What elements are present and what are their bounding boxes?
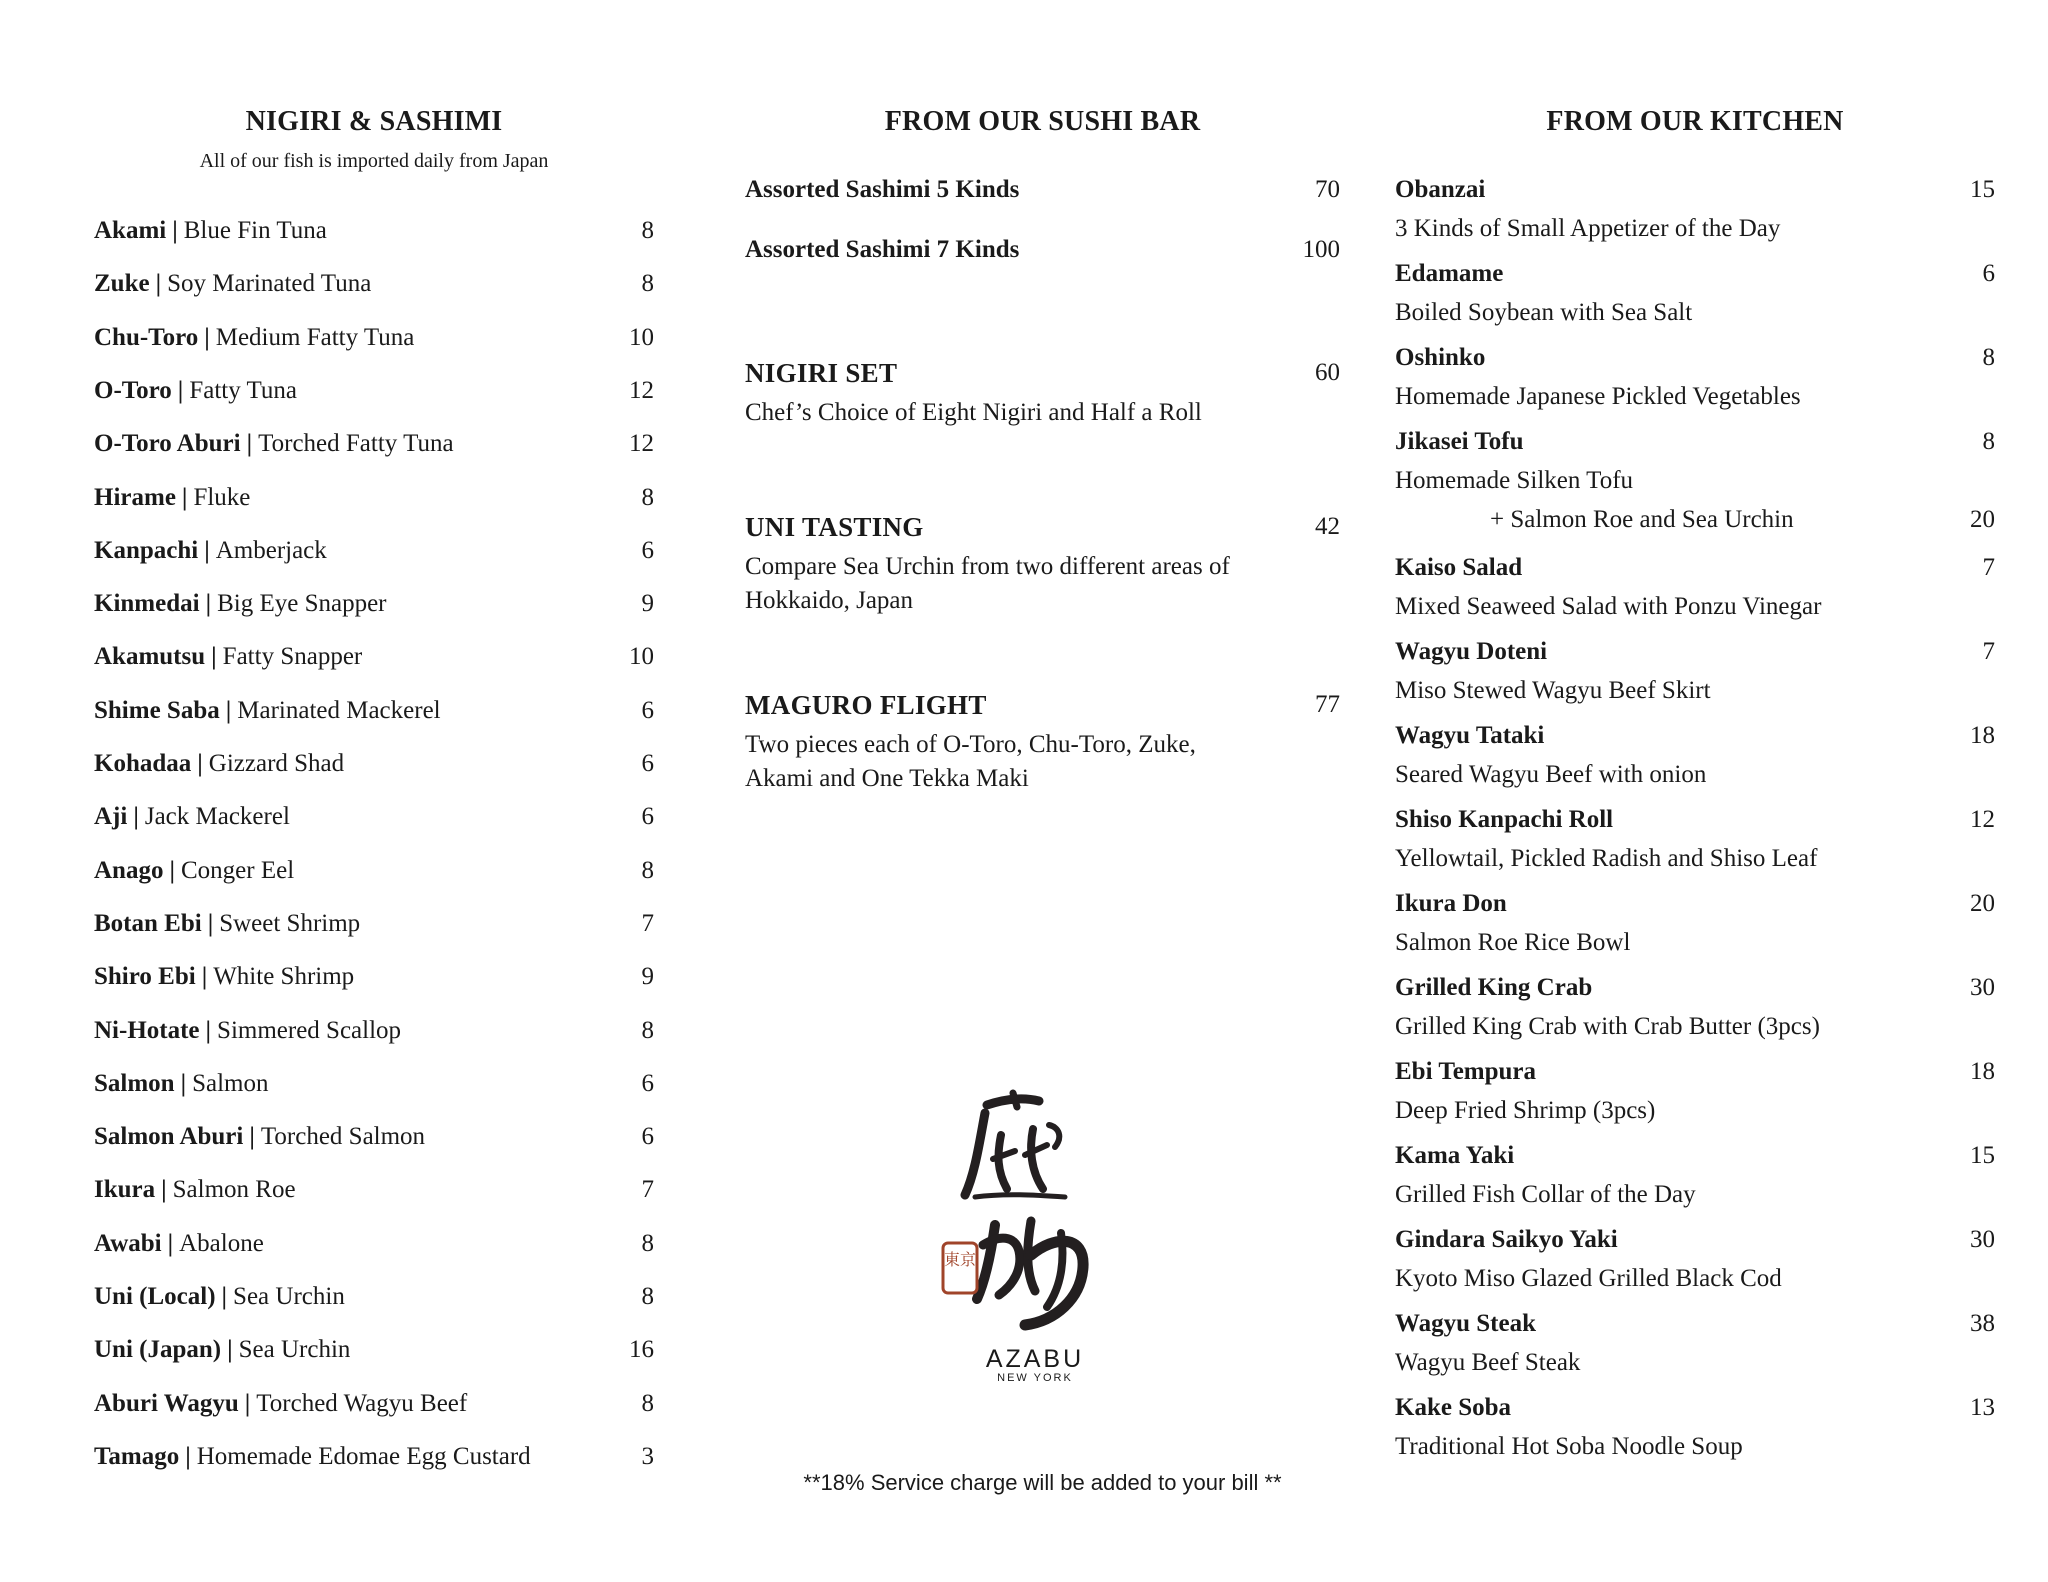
item-description: Fluke	[193, 483, 251, 511]
item-description: Big Eye Snapper	[217, 590, 387, 618]
item-description: Salmon	[192, 1069, 269, 1097]
separator: |	[211, 643, 217, 671]
item-name: Shiro Ebi	[94, 963, 196, 991]
item-price: 6	[641, 536, 654, 564]
item-name: Kinmedai	[94, 590, 200, 618]
item-description: Sea Urchin	[233, 1283, 345, 1310]
separator: |	[201, 963, 208, 991]
item-price: 18	[1970, 1058, 1995, 1085]
item-description: Jack Mackerel	[144, 803, 290, 831]
item-description: Fatty Snapper	[222, 643, 363, 671]
separator: |	[205, 1016, 212, 1044]
item-price: 13	[1970, 1394, 1995, 1421]
menu-item	[1395, 634, 1995, 712]
seal-stamp	[943, 1243, 977, 1293]
menu-item	[94, 1014, 654, 1048]
brand-name	[950, 1345, 1120, 1384]
item-description: Amberjack	[215, 536, 327, 564]
kitchen-heading: FROM OUR KITCHEN	[1546, 106, 1844, 137]
menu-item	[94, 374, 654, 408]
item-name: Akamutsu	[94, 643, 206, 671]
menu-addon	[1395, 502, 1995, 538]
item-name: Kama Yaki	[1395, 1142, 1515, 1169]
kitchen-section	[1395, 0, 1995, 1500]
menu-item	[94, 1173, 654, 1207]
item-description: Traditional Hot Soba Noodle Soup	[1395, 1433, 1743, 1460]
item-price: 42	[1315, 513, 1340, 540]
menu-item	[94, 747, 654, 781]
item-name: Akami	[94, 217, 167, 244]
menu-item	[94, 640, 654, 674]
item-description: Marinated Mackerel	[237, 696, 441, 724]
sushi-bar-heading: FROM OUR SUSHI BAR	[884, 106, 1201, 137]
separator: |	[177, 376, 184, 404]
item-name: Obanzai	[1395, 176, 1486, 203]
menu-item	[94, 1067, 654, 1101]
item-name: Awabi	[94, 1229, 162, 1257]
menu-item	[94, 481, 654, 515]
menu-item	[745, 510, 1340, 618]
menu-item	[94, 534, 654, 568]
item-price: 8	[641, 1016, 654, 1044]
item-description: Kyoto Miso Glazed Grilled Black Cod	[1395, 1265, 1782, 1292]
item-price: 12	[1970, 806, 1995, 833]
menu-item	[94, 800, 654, 834]
item-description: Simmered Scallop	[217, 1016, 402, 1044]
menu-item	[1395, 1138, 1995, 1216]
item-price: 8	[1982, 428, 1995, 455]
item-description: Grilled King Crab with Crab Butter (3pcs)	[1395, 1013, 1820, 1040]
separator: |	[197, 750, 203, 777]
separator: |	[204, 323, 210, 351]
menu-item	[1395, 1054, 1995, 1132]
item-description: Homemade Silken Tofu	[1395, 467, 1634, 494]
item-description: Deep Fried Shrimp (3pcs)	[1395, 1097, 1656, 1124]
item-description: Torched Wagyu Beef	[256, 1389, 468, 1417]
item-price: 100	[1302, 236, 1340, 263]
item-name: Assorted Sashimi 7 Kinds	[745, 236, 1020, 263]
item-description: 3 Kinds of Small Appetizer of the Day	[1395, 215, 1781, 242]
menu-item	[745, 688, 1340, 796]
separator: |	[155, 270, 162, 298]
item-price: 7	[641, 909, 654, 937]
item-price: 9	[641, 590, 654, 618]
item-price: 12	[629, 430, 654, 458]
item-price: 8	[641, 483, 654, 511]
item-description: Salmon Roe Rice Bowl	[1395, 929, 1631, 956]
item-name: Wagyu Steak	[1395, 1310, 1537, 1337]
menu-item	[94, 694, 654, 728]
item-name: Uni (Japan)	[94, 1336, 222, 1364]
nigiri-sashimi-section	[94, 0, 654, 1500]
item-price: 7	[641, 1176, 654, 1204]
item-price: 18	[1970, 722, 1995, 749]
svg-text:東京: 東京	[943, 1250, 977, 1269]
item-description: Gizzard Shad	[208, 750, 345, 777]
item-description: Two pieces each of O-Toro, Chu-Toro, Zuke,	[745, 731, 1196, 758]
item-price: 10	[629, 323, 654, 351]
item-price: 9	[641, 963, 654, 991]
item-price: 6	[641, 803, 654, 831]
menu-item	[1395, 970, 1995, 1048]
item-description: Wagyu Beef Steak	[1395, 1349, 1581, 1376]
separator: |	[227, 1336, 233, 1364]
item-description: Mixed Seaweed Salad with Ponzu Vinegar	[1395, 593, 1822, 620]
item-name: Ikura Don	[1395, 890, 1507, 917]
item-name: Assorted Sashimi 5 Kinds	[745, 176, 1020, 203]
item-price: 30	[1970, 974, 1995, 1001]
item-name: Anago	[94, 856, 164, 884]
menu-item	[94, 854, 654, 888]
item-name: NIGIRI SET	[745, 358, 898, 388]
item-name: Botan Ebi	[94, 909, 202, 937]
separator: |	[185, 1442, 191, 1470]
item-description: Compare Sea Urchin from two different areas of	[745, 553, 1230, 580]
item-description: Homemade Edomae Egg Custard	[196, 1442, 531, 1470]
item-name: MAGURO FLIGHT	[745, 690, 987, 720]
item-price: 30	[1970, 1226, 1995, 1253]
menu-item	[94, 587, 654, 621]
separator: |	[169, 856, 175, 884]
brand-city: NEW YORK	[997, 1372, 1073, 1384]
item-name: Jikasei Tofu	[1395, 428, 1524, 455]
separator: |	[133, 803, 139, 831]
item-name: Salmon	[94, 1069, 175, 1097]
item-price: 15	[1970, 176, 1995, 203]
item-price: 10	[629, 643, 654, 671]
item-price: 6	[641, 1069, 654, 1097]
item-description: Soy Marinated Tuna	[167, 270, 372, 298]
separator: |	[161, 1176, 167, 1204]
item-price: 38	[1970, 1310, 1995, 1337]
item-description: Homemade Japanese Pickled Vegetables	[1395, 383, 1801, 410]
item-price: 70	[1315, 176, 1340, 203]
item-name: Ni-Hotate	[94, 1016, 200, 1044]
item-price: 12	[629, 376, 654, 404]
item-price: 6	[641, 696, 654, 724]
item-price: 8	[641, 217, 654, 244]
item-name: Zuke	[94, 270, 150, 298]
item-name: Salmon Aburi	[94, 1123, 244, 1151]
item-name: Kanpachi	[94, 536, 199, 564]
menu-item	[94, 267, 654, 301]
item-description: Fatty Tuna	[189, 376, 297, 404]
menu-item	[94, 1333, 654, 1367]
item-name: Chu-Toro	[94, 323, 199, 351]
item-price: 8	[641, 856, 654, 884]
item-name: Aji	[94, 803, 128, 831]
menu-item	[94, 1120, 654, 1154]
item-description: Torched Fatty Tuna	[258, 430, 454, 458]
menu-item	[1395, 550, 1995, 628]
item-description: Sweet Shrimp	[219, 909, 361, 937]
menu-item	[1395, 1390, 1995, 1468]
item-description: Medium Fatty Tuna	[215, 323, 415, 351]
item-name: Grilled King Crab	[1395, 974, 1593, 1001]
item-name: Wagyu Doteni	[1395, 638, 1548, 665]
separator: |	[167, 1229, 174, 1257]
item-description: Abalone	[179, 1229, 264, 1257]
nigiri-subheading: All of our fish is imported daily from Japan	[199, 150, 549, 172]
menu-item	[94, 960, 654, 994]
item-price: 8	[641, 1229, 654, 1257]
item-description: Yellowtail, Pickled Radish and Shiso Leaf	[1395, 845, 1818, 872]
item-description: Akami and One Tekka Maki	[745, 765, 1029, 792]
item-description: Boiled Soybean with Sea Salt	[1395, 299, 1693, 326]
menu-item	[1395, 802, 1995, 880]
menu-item	[94, 427, 654, 461]
item-description: Chef’s Choice of Eight Nigiri and Half a Roll	[745, 399, 1202, 426]
separator: |	[180, 1069, 187, 1097]
item-price: 6	[641, 1123, 654, 1151]
menu-item	[1395, 340, 1995, 418]
item-name: Kohadaa	[94, 750, 192, 777]
menu-item	[94, 907, 654, 941]
item-price: 6	[1982, 260, 1995, 287]
item-description: Sea Urchin	[238, 1336, 351, 1364]
separator: |	[244, 1389, 251, 1417]
menu-item	[1395, 172, 1995, 250]
menu-item	[94, 1280, 654, 1314]
item-price: 6	[641, 750, 654, 777]
item-description: White Shrimp	[213, 963, 355, 991]
separator: |	[249, 1123, 255, 1151]
item-name: Ikura	[94, 1176, 156, 1204]
item-name: Aburi Wagyu	[94, 1389, 239, 1417]
nigiri-heading: NIGIRI & SASHIMI	[245, 106, 503, 137]
brand-title: AZABU	[985, 1345, 1085, 1373]
item-name: Wagyu Tataki	[1395, 722, 1545, 749]
item-name: Ebi Tempura	[1395, 1058, 1537, 1085]
separator: |	[172, 217, 178, 244]
item-description: Conger Eel	[180, 856, 295, 884]
item-price: 8	[641, 270, 654, 298]
separator: |	[204, 536, 210, 564]
item-name: O-Toro Aburi	[94, 430, 241, 458]
item-price: 15	[1970, 1142, 1995, 1169]
item-description: Seared Wagyu Beef with onion	[1395, 761, 1707, 788]
item-description: Blue Fin Tuna	[183, 217, 327, 244]
item-name: Uni (Local)	[94, 1283, 216, 1310]
menu-item	[745, 173, 1340, 207]
menu-item	[1395, 256, 1995, 334]
item-price: 8	[641, 1389, 654, 1417]
item-price: 16	[629, 1336, 654, 1364]
item-name: Shime Saba	[94, 696, 220, 724]
item-name: UNI TASTING	[745, 512, 924, 542]
item-price: 20	[1970, 890, 1995, 917]
separator: |	[246, 430, 253, 458]
item-name: O-Toro	[94, 376, 172, 404]
item-price: 8	[641, 1283, 654, 1310]
item-name: Edamame	[1395, 260, 1504, 287]
item-price: 77	[1315, 691, 1340, 718]
separator: |	[207, 909, 214, 937]
item-name: Tamago	[94, 1442, 180, 1470]
menu-item	[94, 1440, 654, 1474]
separator: |	[221, 1283, 228, 1310]
item-name: Shiso Kanpachi Roll	[1395, 806, 1614, 833]
menu-item	[1395, 718, 1995, 796]
menu-item	[94, 321, 654, 355]
separator: |	[225, 696, 232, 724]
service-charge-note: **18% Service charge will be added to your bill **	[803, 1470, 1282, 1495]
menu-item	[94, 1227, 654, 1261]
item-description: Grilled Fish Collar of the Day	[1395, 1181, 1696, 1208]
menu-item	[1395, 424, 1995, 502]
item-name: Kake Soba	[1395, 1394, 1512, 1421]
addon-text: + Salmon Roe and Sea Urchin	[1490, 506, 1794, 533]
item-price: 7	[1982, 554, 1995, 581]
separator: |	[205, 590, 212, 618]
item-description: Miso Stewed Wagyu Beef Skirt	[1395, 677, 1711, 704]
item-name: Hirame	[94, 483, 176, 511]
item-price: 7	[1982, 638, 1995, 665]
menu-item	[745, 356, 1340, 430]
item-price: 3	[641, 1442, 654, 1470]
menu-item	[94, 1387, 654, 1421]
item-description: Salmon Roe	[172, 1176, 296, 1204]
menu-item	[94, 214, 654, 248]
separator: |	[181, 483, 188, 511]
item-name: Gindara Saikyo Yaki	[1395, 1226, 1618, 1253]
item-price: 60	[1315, 359, 1340, 386]
menu-item	[1395, 1222, 1995, 1300]
item-price: 8	[1982, 344, 1995, 371]
menu-item	[1395, 886, 1995, 964]
menu-item	[745, 233, 1340, 267]
menu-item	[1395, 1306, 1995, 1384]
item-description: Torched Salmon	[260, 1123, 426, 1151]
azabu-calligraphy-logo	[935, 1085, 1135, 1345]
addon-price: 20	[1970, 506, 1995, 533]
item-description: Hokkaido, Japan	[745, 587, 914, 614]
item-name: Kaiso Salad	[1395, 554, 1523, 581]
item-name: Oshinko	[1395, 344, 1486, 371]
